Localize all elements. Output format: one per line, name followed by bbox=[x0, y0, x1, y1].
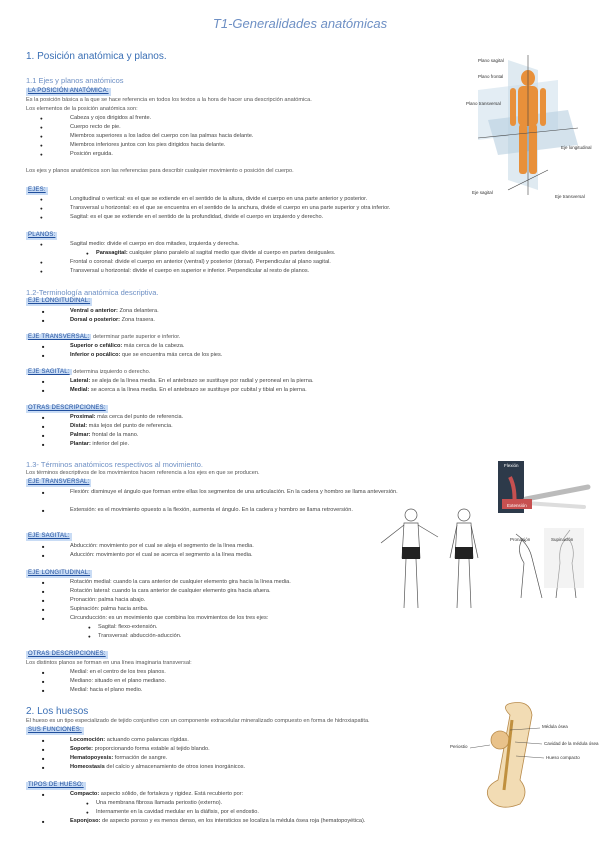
list-item: ■ Plantar: inferior del pie. bbox=[70, 441, 129, 448]
figure-label: Periostio bbox=[450, 744, 468, 749]
paragraph: EJE TRANSVERSAL: determinar parte superior e inferior. bbox=[28, 334, 181, 340]
figure-label: Flexión bbox=[504, 463, 519, 468]
label-ejes: EJES: bbox=[28, 187, 46, 193]
list-item: ■ Proximal: más cerca del punto de referencia. bbox=[70, 414, 183, 421]
sub-list-item: ● Parasagital: cualquier plano paralelo al sagital medio que divide al cuerpo en partes desiguales. bbox=[96, 250, 335, 257]
paragraph: Los distintos planos se forman en una línea imaginaria transversal: bbox=[26, 660, 192, 666]
list-item: ■ Compacto: aspecto sólido, de fortaleza y rigidez. Está recubierto por: bbox=[70, 791, 243, 798]
sub-list-item: ● Una membrana fibrosa llamada periostio (externo). bbox=[96, 800, 222, 807]
paragraph: Los elementos de la posición anatómica son: bbox=[26, 106, 138, 112]
paragraph: Los términos descriptivos de los movimientos hacen referencia a los ejes en que se producen. bbox=[26, 470, 260, 476]
list-item: ● Sagital medio: divide el cuerpo en dos mitades, izquierda y derecha. bbox=[70, 241, 239, 248]
paragraph: EJE SAGITAL: determina izquierdo o derecho. bbox=[28, 369, 151, 375]
figure-label: Plano frontal bbox=[478, 74, 504, 79]
label-eje-longitudinal: EJE LONGITUDINAL: bbox=[28, 570, 91, 576]
list-item: ● Posición erguida. bbox=[70, 151, 113, 158]
label-posicion: LA POSICIÓN ANATÓMICA: bbox=[28, 88, 109, 94]
figure-label: Cavidad de la médula ósea bbox=[544, 741, 599, 746]
label-eje-transversal: EJE TRANSVERSAL: bbox=[28, 479, 90, 485]
list-item: ● Transversal u horizontal: divide el cuerpo en superior e inferior. Perpendicular al resto de planos. bbox=[70, 268, 309, 275]
abduction-adduction-figure bbox=[376, 503, 496, 623]
list-item: ■ Rotación medial: cuando la cara anterior de cualquier elemento gira hacia la línea media. bbox=[70, 579, 291, 586]
list-item: ■ Medial: se acerca a la línea media. En el antebrazo se sustituye por cubital y tibial en la pierna. bbox=[70, 387, 307, 394]
list-item: ■ Lateral: se aleja de la línea media. En el antebrazo se sustituye por radial y peroneal en la pierna. bbox=[70, 378, 314, 385]
list-item: ● Longitudinal o vertical: es el que se extiende en el sentido de la altura, divide el cuerpo en una parte anterior y posterior. bbox=[70, 196, 367, 203]
list-item: ■ Medial: hacia el plano medio. bbox=[70, 687, 142, 694]
figure-label: Pronación bbox=[510, 537, 531, 542]
section-heading: 2. Los huesos bbox=[26, 706, 89, 717]
label-funciones: SUS FUNCIONES: bbox=[28, 727, 82, 733]
paragraph: Los ejes y planos anatómicos son las referencias para describir cualquier movimiento o posición del cuerpo. bbox=[26, 168, 294, 174]
subsection-heading: 1.1 Ejes y planos anatómicos bbox=[26, 76, 124, 85]
list-item: ■ Ventral o anterior: Zona delantera. bbox=[70, 308, 159, 315]
list-item: ● Transversal u horizontal: es el que se encuentra en el sentido de la anchura, divide el cuerpo en una parte superior y otra inferior. bbox=[70, 205, 390, 212]
list-item: ■ Extensión: es el movimiento opuesto a la flexión, aumenta el ángulo. En la cadera y hombro se llama retroversión. bbox=[70, 507, 410, 514]
list-item: ● Sagital: es el que se extiende en el sentido de la profundidad, divide el cuerpo en izquierdo y derecho. bbox=[70, 214, 323, 221]
list-item: ● Frontal o coronal: divide el cuerpo en anterior (ventral) y posterior (dorsal). Perpendicular al plano sagital. bbox=[70, 259, 331, 266]
list-item: ■ Distal: más lejos del punto de referencia. bbox=[70, 423, 173, 430]
figure-label: Supinación bbox=[551, 537, 574, 542]
label-otras: OTRAS DESCRIPCIONES: bbox=[28, 405, 106, 411]
list-item: ● Miembros inferiores juntos con los pies dirigidos hacia delante. bbox=[70, 142, 225, 149]
paragraph: Es la posición básica a la que se hace referencia en todos los textos a la hora de hacer una descripción anatómica. bbox=[26, 97, 312, 103]
figure-label: Plano transversal bbox=[466, 101, 501, 106]
list-item: ■ Esponjoso: de aspecto poroso y es menos denso, en los intersticios se localiza la médula ósea roja (hematopoyética). bbox=[70, 818, 365, 825]
list-item: ■ Medial: en el centro de los tres planos. bbox=[70, 669, 166, 676]
label-planos: PLANOS: bbox=[28, 232, 56, 238]
sub-list-item: ● Transversal: abducción-aducción. bbox=[98, 633, 181, 640]
subsection-heading: 1.3- Términos anatómicos respectivos al movimiento. bbox=[26, 460, 204, 469]
page-title: T1-Generalidades anatómicas bbox=[212, 16, 388, 31]
figure-label: Eje longitudinal bbox=[561, 145, 592, 150]
label-eje-sagital: EJE SAGITAL: bbox=[28, 533, 70, 539]
section-heading: 1. Posición anatómica y planos. bbox=[26, 51, 167, 62]
figure-label: Hueso compacto bbox=[546, 755, 580, 760]
list-item: ● Cuerpo recto de pie. bbox=[70, 124, 121, 131]
paragraph: El hueso es un tipo especializado de tejido conjuntivo con un componente extracelular mineralizado compuesto en forma de hidroxiapatita. bbox=[26, 718, 370, 724]
list-item: ● Cabeza y ojos dirigidos al frente. bbox=[70, 115, 151, 122]
figure-label: Médula ósea bbox=[542, 724, 568, 729]
list-item: ■ Mediano: situado en el plano mediano. bbox=[70, 678, 166, 685]
subsection-heading: 1.2-Terminología anatómica descriptiva. bbox=[26, 288, 159, 297]
list-item: ■ Rotación lateral: cuando la cara anterior de cualquier elemento gira hacia afuera. bbox=[70, 588, 271, 595]
list-item: ■ Homeostasis del calcio y almacenamiento de otros iones inorgánicos. bbox=[70, 764, 245, 771]
list-item: ■ Pronación: palma hacia abajo. bbox=[70, 597, 145, 604]
figure-label: Plano sagital bbox=[478, 58, 504, 63]
figure-label: Eje transversal bbox=[555, 194, 585, 199]
list-item: ■ Superior o cefálico: más cerca de la cabeza. bbox=[70, 343, 184, 350]
list-item: ■ Flexión: disminuye el ángulo que forman entre ellas los segmentos de una articulación. En la cadera y hombro se llama anteversión. bbox=[70, 489, 490, 496]
list-item: ■ Abducción: movimiento por el cual se aleja el segmento de la línea media. bbox=[70, 543, 254, 550]
list-item: ■ Palmar: frontal de la mano. bbox=[70, 432, 138, 439]
label-tipos: TIPOS DE HUESO: bbox=[28, 782, 84, 788]
list-item: ■ Inferior o pocálico: que se encuentra más cerca de los pies. bbox=[70, 352, 222, 359]
anatomical-planes-figure bbox=[458, 50, 590, 200]
figure-label: Eje sagital bbox=[472, 190, 493, 195]
label-otras: OTRAS DESCRIPCIONES: bbox=[28, 651, 106, 657]
list-item: ● Miembros superiores a los lados del cuerpo con las palmas hacia delante. bbox=[70, 133, 253, 140]
list-item: ■ Circunducción: es un movimiento que combina los movimientos de los tres ejes: bbox=[70, 615, 268, 622]
list-item: ■ Dorsal o posterior: Zona trasera. bbox=[70, 317, 155, 324]
figure-label: Extensión bbox=[507, 503, 527, 508]
list-item: ■ Supinación: palma hacia arriba. bbox=[70, 606, 148, 613]
list-item: ■ Hematopoyesis: formación de sangre. bbox=[70, 755, 167, 762]
list-item: ■ Locomoción: actuando como palancas rígidas. bbox=[70, 737, 189, 744]
sub-list-item: ● Internamente en la cavidad medular en la diáfisis, por el endostio. bbox=[96, 809, 259, 816]
list-item: ■ Soporte: proporcionando forma estable al tejido blando. bbox=[70, 746, 210, 753]
label-eje-longitudinal: EJE LONGITUDINAL: bbox=[28, 298, 91, 304]
sub-list-item: ● Sagital: flexo-extensión. bbox=[98, 624, 157, 631]
list-item: ■ Aducción: movimiento por el cual se acerca el segmento a la línea media. bbox=[70, 552, 253, 559]
